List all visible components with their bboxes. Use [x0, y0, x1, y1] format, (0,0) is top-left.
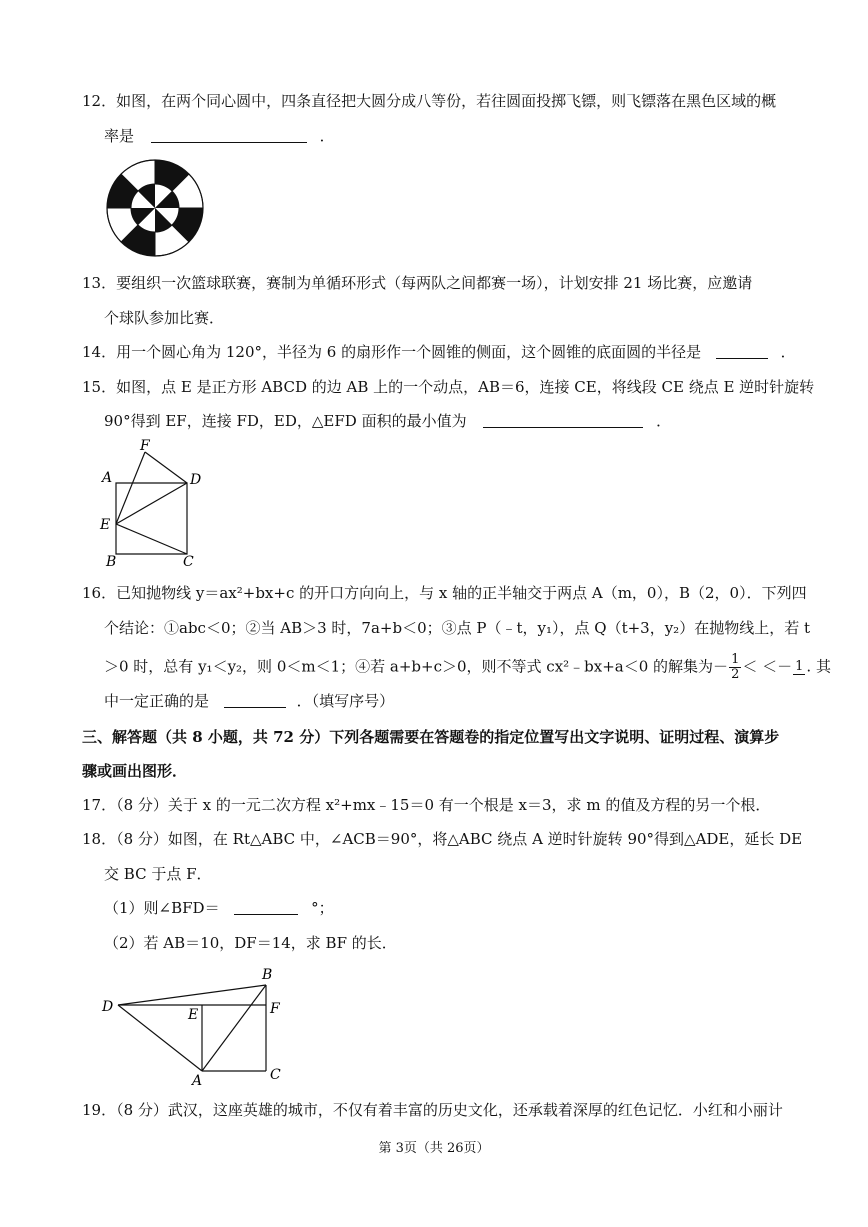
dartboard-figure: [104, 158, 208, 258]
q18-part1: [104, 898, 334, 918]
q15-end: ．: [656, 412, 672, 430]
q18-line1: 18．（8 分）如图，在 Rt△ABC 中，∠ACB＝90°，将△ABC 绕点 A 逆时针旋转 90°得到△ADE，延长 DE: [82, 830, 803, 848]
label-C: C: [183, 554, 194, 570]
section3-line2: 骤或画出图形．: [82, 762, 188, 780]
q16-line2: 个结论：①abc＜0；②当 AB＞3 时，7a+b＜0；③点 P（﹣t，y₁），点 Q（t+3，y₂）在抛物线上，若 t: [104, 619, 810, 637]
label-F: F: [270, 1001, 280, 1017]
label-D: D: [102, 999, 114, 1015]
square-rotation-figure: [98, 436, 210, 572]
q16-line4a: 中一定正确的是: [104, 692, 210, 710]
q12-prefix: 率是: [104, 127, 135, 145]
q16-line3a: ＞0 时，总有 y₁＜y₂，则 0＜m＜1；④若 a+b+c＞0，则不等式 cx²﹣bx+a＜0 的解集为－: [104, 657, 729, 676]
q15-line1: 15．如图，点 E 是正方形 ABCD 的边 AB 上的一个动点，AB＝6，连接 CE，将线段 CE 绕点 E 逆时针旋转: [82, 378, 815, 396]
label-B: B: [106, 554, 117, 570]
q16-line4b: ．（填写序号）: [296, 692, 395, 710]
label-B: B: [262, 967, 273, 983]
q17-line1: 17．（8 分）关于 x 的一元二次方程 x²+mx﹣15＝0 有一个根是 x＝3，求 m 的值及方程的另一个根．: [82, 796, 771, 814]
label-E: E: [100, 517, 111, 533]
page-footer: 第 3页（共 26页）: [378, 1141, 490, 1156]
label-F: F: [140, 438, 150, 454]
label-C: C: [270, 1067, 281, 1083]
q12-end: ．: [319, 127, 335, 145]
rotation-triangle-figure: [96, 963, 292, 1089]
section3-line1: 三、解答题（共 8 小题，共 72 分）下列各题需要在答题卷的指定位置写出文字说明、证明过程、演算步: [82, 728, 780, 746]
q13-line1: 13．要组织一次篮球联赛，赛制为单循环形式（每两队之间都赛一场），计划安排 21 场比赛，应邀请: [82, 274, 753, 292]
q12-line1: 12．如图，在两个同心圆中，四条直径把大圆分成八等份，若往圆面投掷飞镖，则飞镖落在黑色区域的概: [82, 92, 777, 110]
q15-answer-blank[interactable]: [483, 413, 643, 428]
q18-part1-end: °；: [311, 899, 334, 917]
q13-line2: 个球队参加比赛．: [104, 309, 225, 327]
label-D: D: [190, 472, 202, 488]
q14-text: 14．用一个圆心角为 120°，半径为 6 的扇形作一个圆锥的侧面，这个圆锥的底面圆的半径是: [82, 343, 702, 361]
q18-part2: （2）若 AB＝10，DF＝14，求 BF 的长．: [104, 934, 397, 952]
label-E: E: [188, 1007, 199, 1023]
label-A: A: [192, 1073, 203, 1089]
q16-line1: 16．已知抛物线 y＝ax²+bx+c 的开口方向向上，与 x 轴的正半轴交于两点 A（m，0），B（2，0）．下列四: [82, 584, 807, 602]
q16-answer-blank[interactable]: [224, 693, 286, 708]
q14-end: ．: [780, 343, 796, 361]
fraction-2: 1: [795, 659, 804, 674]
fraction-1: $\frac{1}{2}$: [731, 652, 740, 682]
q16-line3: [104, 653, 831, 682]
q15-line2: [104, 411, 671, 431]
q12-line2: [104, 126, 335, 146]
q18-part1-text: （1）则∠BFD＝: [104, 899, 220, 917]
q16-line4: [104, 691, 394, 711]
q16-line3b: ＜ ＜－: [742, 657, 793, 676]
q15-text: 90°得到 EF，连接 FD，ED，△EFD 面积的最小值为: [104, 412, 467, 430]
q16-line3c: . 其: [806, 657, 831, 676]
q14-answer-blank[interactable]: [716, 344, 768, 359]
label-A: A: [102, 470, 113, 486]
q19-line1: 19．（8 分）武汉，这座英雄的城市，不仅有着丰富的历史文化，还承载着深厚的红色记忆．小红和小丽计: [82, 1101, 783, 1119]
q12-answer-blank[interactable]: [151, 128, 307, 143]
q18-answer-blank[interactable]: [234, 900, 298, 915]
q14-line1: [82, 342, 796, 362]
q18-line2: 交 BC 于点 F．: [104, 865, 212, 883]
